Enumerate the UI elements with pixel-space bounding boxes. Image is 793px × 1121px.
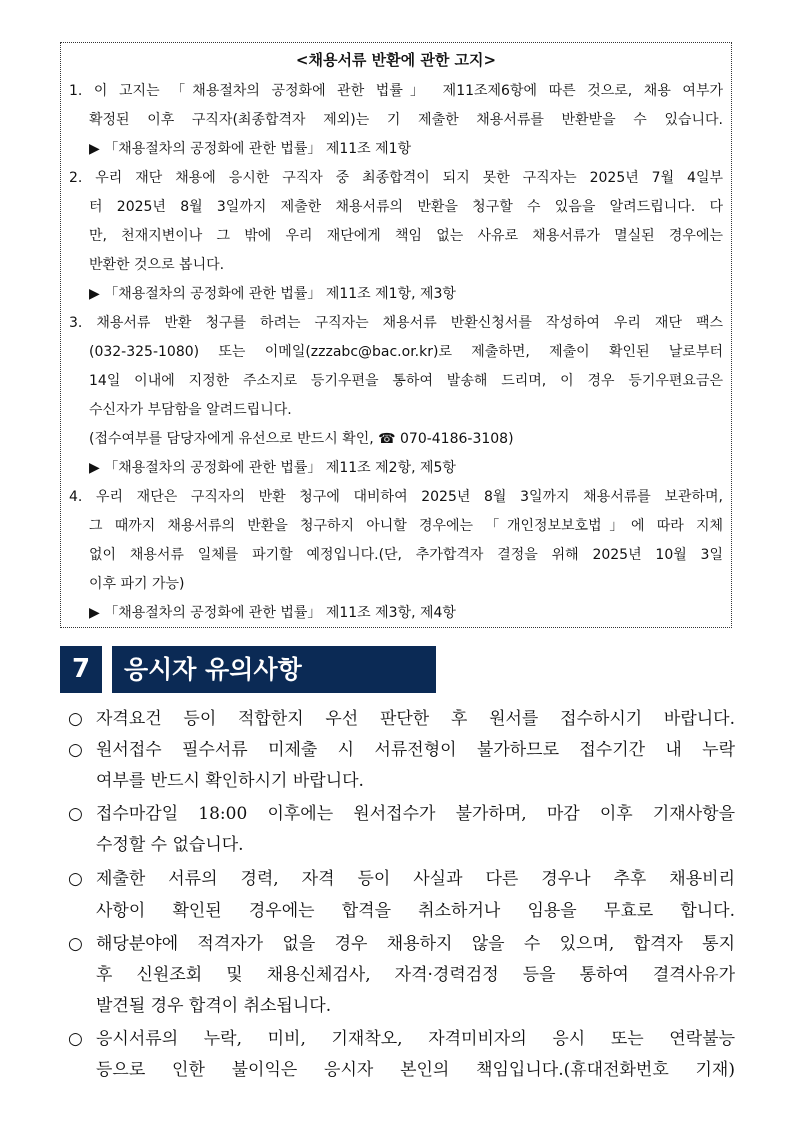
notice-item-1-line: 확정된 이후 구직자(최종합격자 제외)는 기 제출한 채용서류를 반환받을 수 있습니다. — [89, 112, 723, 128]
circle-bullet-icon: ○ — [68, 869, 83, 889]
caution-item — [68, 735, 735, 765]
notice-item-3-line: 14일 이내에 지정한 주소지로 등기우편을 통하여 발송해 드리며, 이 경우 등기우편요금은 — [89, 373, 723, 389]
notice-item-4-line: 4. 우리 재단은 구직자의 반환 청구에 대비하여 2025년 8월 3일까지 채용서류를 보관하며, — [69, 489, 723, 505]
notice-title: <채용서류 반환에 관한 고지> — [295, 51, 497, 69]
notice-item-1-line: 1. 이 고지는 「채용절차의 공정화에 관한 법률」 제11조제6항에 따른 것으로, 채용 여부가 — [69, 83, 723, 99]
circle-bullet-icon: ○ — [68, 740, 83, 760]
notice-item-2-line: 만, 천재지변이나 그 밖에 우리 재단에게 책임 없는 사유로 채용서류가 멸실된 경우에는 — [89, 228, 723, 244]
caution-item — [68, 799, 735, 829]
notice-item-2-line: 반환한 것으로 봅니다. — [89, 257, 225, 273]
section-header — [60, 646, 436, 693]
notice-item-3-line: 수신자가 부담함을 알려드립니다. — [89, 402, 292, 418]
caution-item — [68, 864, 735, 894]
caution-text-continuation: 등으로 인한 불이익은 응시자 본인의 책임입니다.(휴대전화번호 기재) — [96, 1060, 735, 1080]
caution-text-continuation: 후 신원조회 및 채용신체검사, 자격·경력검정 등을 통하여 결격사유가 — [96, 965, 735, 985]
section-title: 응시자 유의사항 — [112, 646, 436, 693]
caution-text: 제출한 서류의 경력, 자격 등이 사실과 다른 경우나 추후 채용비리 — [96, 869, 735, 889]
notice-phone-confirmation: (접수여부를 담당자에게 유선으로 반드시 확인, ☎ 070-4186-3108) — [89, 431, 514, 447]
caution-text: 원서접수 필수서류 미제출 시 서류전형이 불가하므로 접수기간 내 누락 — [96, 740, 735, 760]
notice-law-reference: ▶ 「채용절차의 공정화에 관한 법률」 제11조 제1항 — [89, 141, 412, 157]
section-number: 7 — [60, 646, 102, 693]
caution-text: 접수마감일 18:00 이후에는 원서접수가 불가하며, 마감 이후 기재사항을 — [96, 804, 735, 824]
circle-bullet-icon: ○ — [68, 934, 83, 954]
notice-law-reference: ▶ 「채용절차의 공정화에 관한 법률」 제11조 제2항, 제5항 — [89, 460, 456, 476]
caution-text: 자격요건 등이 적합한지 우선 판단한 후 원서를 접수하시기 바랍니다. — [96, 709, 735, 729]
circle-bullet-icon: ○ — [68, 1029, 83, 1049]
notice-item-3-line: 3. 채용서류 반환 청구를 하려는 구직자는 채용서류 반환신청서를 작성하여 우리 재단 팩스 — [69, 315, 723, 331]
circle-bullet-icon: ○ — [68, 804, 83, 824]
notice-law-reference: ▶ 「채용절차의 공정화에 관한 법률」 제11조 제1항, 제3항 — [89, 286, 456, 302]
notice-item-3-line: (032-325-1080) 또는 이메일(zzzabc@bac.or.kr)로 제출하면, 제출이 확인된 날로부터 — [89, 344, 723, 360]
caution-item — [68, 704, 735, 734]
notice-item-2-line: 터 2025년 8월 3일까지 제출한 채용서류의 반환을 청구할 수 있음을 알려드립니다. 다 — [89, 199, 723, 215]
circle-bullet-icon: ○ — [68, 709, 83, 729]
caution-text-continuation: 사항이 확인된 경우에는 합격을 취소하거나 임용을 무효로 합니다. — [96, 901, 735, 921]
notice-item-4-line: 없이 채용서류 일체를 파기할 예정입니다.(단, 추가합격자 결정을 위해 2025년 10월 3일 — [89, 547, 723, 563]
caution-item — [68, 929, 735, 959]
notice-item-4-line: 그 때까지 채용서류의 반환을 청구하지 아니할 경우에는 「개인정보보호법」에 따라 지체 — [89, 518, 723, 534]
caution-text: 응시서류의 누락, 미비, 기재착오, 자격미비자의 응시 또는 연락불능 — [96, 1029, 735, 1049]
caution-text-continuation: 발견될 경우 합격이 취소됩니다. — [96, 996, 332, 1016]
caution-text-continuation: 여부를 반드시 확인하시기 바랍니다. — [96, 771, 364, 791]
caution-item — [68, 1024, 735, 1054]
notice-item-4-line: 이후 파기 가능) — [89, 576, 185, 592]
caution-text-continuation: 수정할 수 없습니다. — [96, 835, 244, 855]
notice-law-reference: ▶ 「채용절차의 공정화에 관한 법률」 제11조 제3항, 제4항 — [89, 605, 456, 621]
caution-text: 해당분야에 적격자가 없을 경우 채용하지 않을 수 있으며, 합격자 통지 — [96, 934, 735, 954]
notice-item-2-line: 2. 우리 재단 채용에 응시한 구직자 중 최종합격이 되지 못한 구직자는 2025년 7월 4일부 — [69, 170, 723, 186]
document-return-notice-box — [60, 42, 732, 628]
